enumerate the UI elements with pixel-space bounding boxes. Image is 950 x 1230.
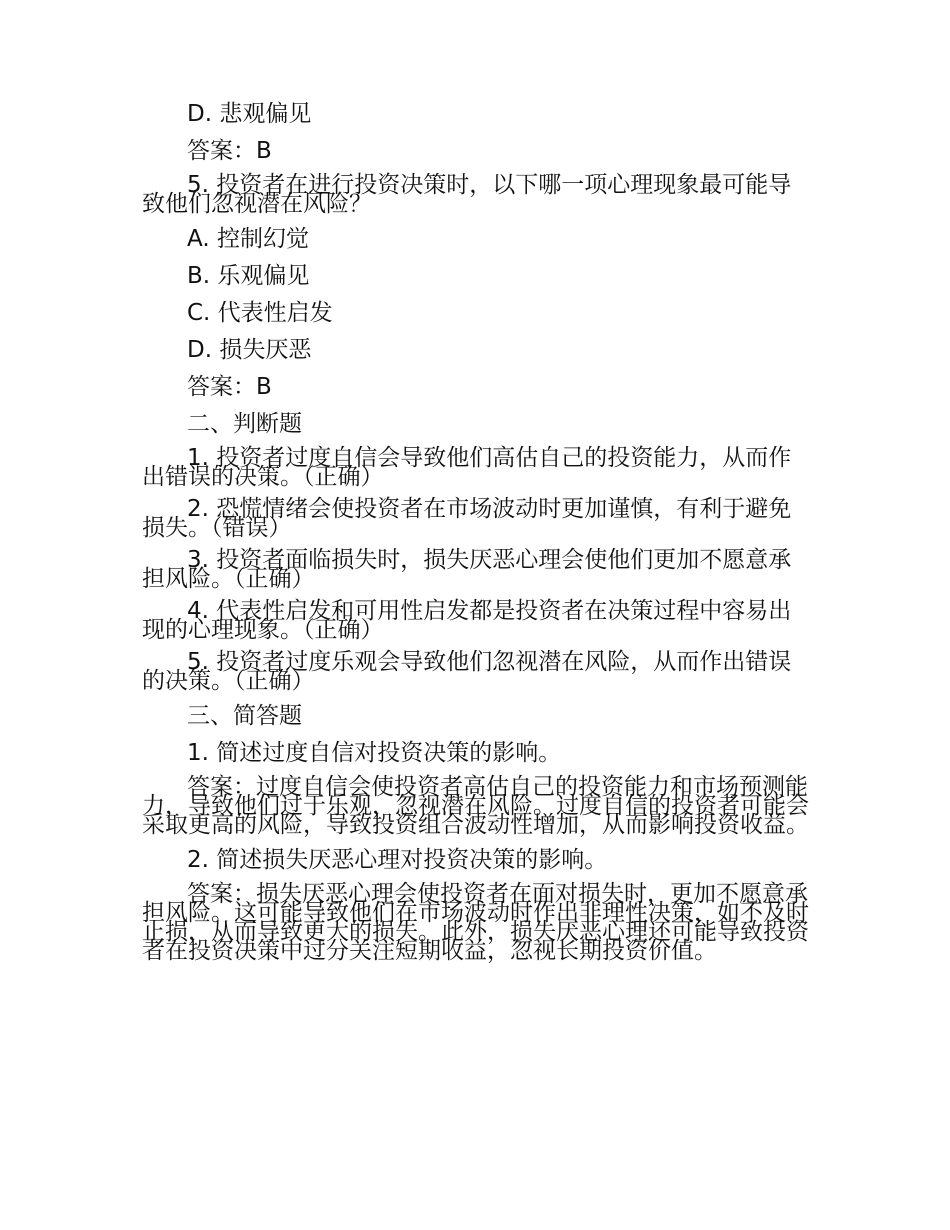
short-answer-2: 答案：损失厌恶心理会使投资者在面对损失时，更加不愿意承担风险。这可能导致他们在市场波动时作出非理性决策，如不及时止损，从而导致更大的损失。此外，损失厌恶心理还可能导致投资者在投资决策中过分关注短期收益，忽视长期投资价值。 [142,881,809,964]
section-heading-true-false: 二、判断题 [187,411,302,437]
option-d: D. 损失厌恶 [187,337,312,363]
option-d-pessimism: D. 悲观偏见 [187,101,312,127]
section-heading-short-answer: 三、简答题 [187,703,302,729]
answer-q4: 答案：B [187,138,272,164]
short-question-1: 1. 简述过度自信对投资决策的影响。 [187,740,562,766]
tf-item-4: 4. 代表性启发和可用性启发都是投资者在决策过程中容易出现的心理现象。（正确） [142,598,792,643]
option-a: A. 控制幻觉 [187,226,309,252]
option-b: B. 乐观偏见 [187,263,310,289]
tf-item-2: 2. 恐慌情绪会使投资者在市场波动时更加谨慎，有利于避免损失。（错误） [142,496,792,541]
option-c: C. 代表性启发 [187,300,333,326]
tf-item-5: 5. 投资者过度乐观会导致他们忽视潜在风险，从而作出错误的决策。（正确） [142,649,792,694]
answer-q5: 答案：B [187,374,272,400]
question-5: 5. 投资者在进行投资决策时，以下哪一项心理现象最可能导致他们忽视潜在风险？ [142,172,792,217]
tf-item-1: 1. 投资者过度自信会导致他们高估自己的投资能力，从而作出错误的决策。（正确） [142,445,792,490]
tf-item-3: 3. 投资者面临损失时，损失厌恶心理会使他们更加不愿意承担风险。（正确） [142,547,792,592]
short-question-2: 2. 简述损失厌恶心理对投资决策的影响。 [187,847,608,873]
short-answer-1: 答案：过度自信会使投资者高估自己的投资能力和市场预测能力，导致他们过于乐观，忽视潜在风险。过度自信的投资者可能会采取更高的风险，导致投资组合波动性增加，从而影响投资收益。 [142,774,809,838]
document-page [142,102,812,974]
